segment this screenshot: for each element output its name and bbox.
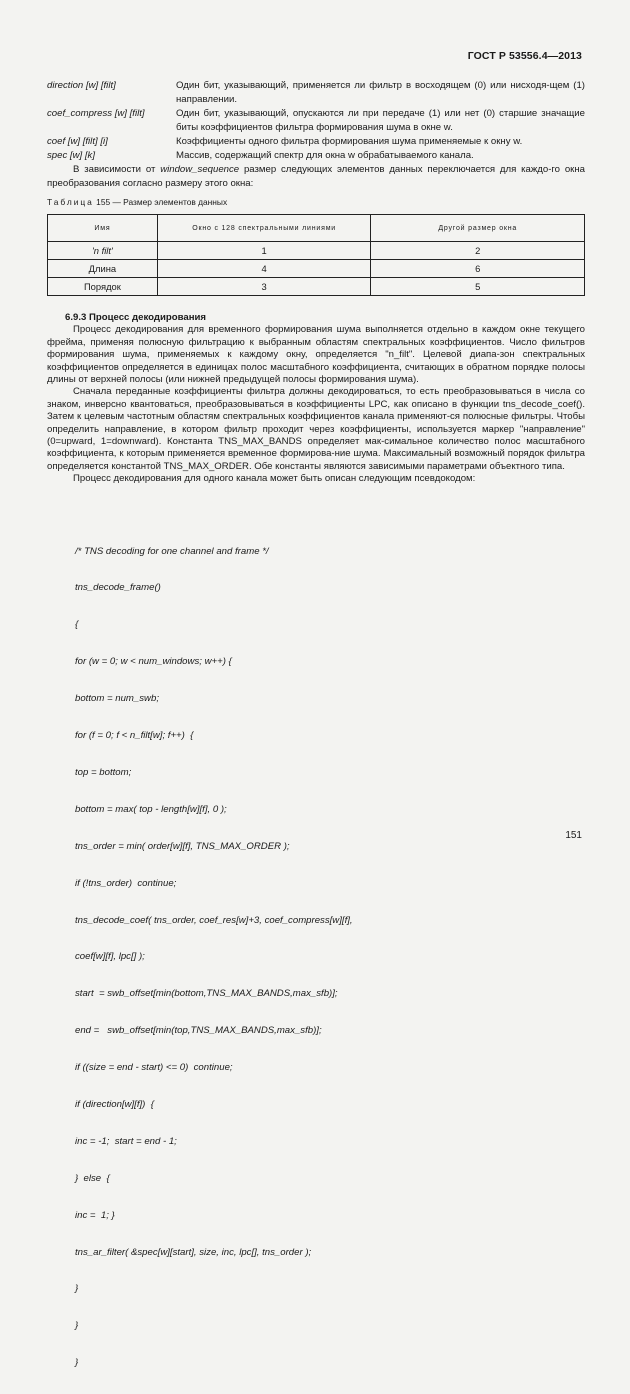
standard-header: ГОСТ Р 53556.4—2013 <box>467 50 582 62</box>
code-line: if (!tns_order) continue; <box>75 877 177 889</box>
code-line: for (f = 0; f < n_filt[w]; f++) { <box>75 730 194 742</box>
code-line: bottom = num_swb; <box>75 693 159 705</box>
section-paragraph: Сначала переданные коэффициенты фильтра должны декодироваться, то есть преобразовываться в числа со знаком, инверсно квантоваться, преобразовываться в коэффициенты LPC, как описано в функции tns_decode_coef(). Затем к целевым частотным областям спектральных коэффициентов канала применяют-ся полюсные фильтры. Чтобы определить направление, в котором фильтр проходит через коэффициенты, используется маркер "направление" (0=upward, 1=downward). Константа TNS_MAX_BANDS определяет мак-симальное количество полос масштабного коэффициента, к которым применяется временное формирова-ние шума. Максимальный возможный порядок фильтра определяется константой TNS_MAX_ORDER. Обе константы являются зависимыми параметрами объектного типа. <box>47 386 585 472</box>
page-number: 151 <box>565 830 582 841</box>
code-line: top = bottom; <box>75 766 132 778</box>
table-cell: 3 <box>157 278 371 296</box>
definition-desc: Коэффициенты одного фильтра формирования шума применяемые к окну w. <box>176 136 523 147</box>
code-line: if ((size = end - start) <= 0) continue; <box>75 1062 233 1074</box>
code-line: tns_decode_frame() <box>75 582 161 594</box>
caption-prefix: Таблица <box>47 197 94 207</box>
code-line: tns_order = min( order[w][f], TNS_MAX_ORDER ); <box>75 840 290 852</box>
decoding-section <box>47 312 585 486</box>
code-line: tns_decode_coef( tns_order, coef_res[w]+3, coef_compress[w][f], <box>75 914 353 926</box>
section-title: 6.9.3 Процесс декодирования <box>65 312 207 323</box>
code-line: inc = 1; } <box>75 1209 115 1221</box>
table-caption <box>47 197 227 207</box>
table-cell: 6 <box>371 260 585 278</box>
code-line: if (direction[w][f]) { <box>75 1098 154 1110</box>
data-elements-table <box>47 214 585 296</box>
definition-row <box>47 79 585 107</box>
table-row <box>48 242 585 260</box>
table-cell: 'n filt' <box>48 242 158 260</box>
window-sequence-paragraph <box>47 163 585 191</box>
code-line: end = swb_offset[min(top,TNS_MAX_BANDS,max_sfb)]; <box>75 1025 322 1037</box>
code-line: start = swb_offset[min(bottom,TNS_MAX_BANDS,max_sfb)]; <box>75 988 338 1000</box>
definition-term: direction [w] [filt] <box>47 80 116 91</box>
definition-row <box>47 149 585 163</box>
table-cell: 5 <box>371 278 585 296</box>
definition-term: spec [w] [k] <box>47 150 95 161</box>
header-cell: Окно с 128 спектральными линиями <box>157 215 371 242</box>
table-cell: 4 <box>157 260 371 278</box>
code-line: } <box>75 1283 79 1295</box>
definition-row <box>47 107 585 135</box>
header-cell: Другой размер окна <box>371 215 585 242</box>
paragraph-text: размер следующих элементов данных переключается для каждо-го окна преобразования согласно размеру этого окна: <box>47 164 585 189</box>
code-line: } else { <box>75 1172 110 1184</box>
table-header-row <box>48 215 585 242</box>
table-row <box>48 278 585 296</box>
header-cell: Имя <box>48 215 158 242</box>
definition-desc: Один бит, указывающий, применяется ли фильтр в восходящем (0) или нисходя-щем (1) направлении. <box>176 80 585 105</box>
definition-term: coef_compress [w] [filt] <box>47 108 145 119</box>
caption-text: 155 — Размер элементов данных <box>93 197 228 207</box>
table-cell: 1 <box>157 242 371 260</box>
table-cell: Порядок <box>48 278 158 296</box>
code-line: inc = -1; start = end - 1; <box>75 1135 177 1147</box>
code-line: { <box>75 619 79 631</box>
table-row <box>48 260 585 278</box>
definition-desc: Массив, содержащий спектр для окна w обрабатываемого канала. <box>176 150 474 161</box>
table-cell: 2 <box>371 242 585 260</box>
code-line: } <box>75 1320 79 1332</box>
definitions-list <box>47 79 585 191</box>
paragraph-text: В зависимости от <box>73 164 161 175</box>
definition-row <box>47 135 585 149</box>
paragraph-italic: window_sequence <box>160 164 240 175</box>
pseudocode-block <box>75 521 353 1394</box>
section-paragraph: Процесс декодирования для одного канала может быть описан следующим псевдокодом: <box>73 473 476 485</box>
definition-desc: Один бит, указывающий, опускаются ли при передаче (1) или нет (0) старшие значащие биты коэффициентов фильтра формирования шума в окне w. <box>176 108 585 133</box>
code-line: } <box>75 1357 79 1369</box>
code-line: coef[w][f], lpc[] ); <box>75 951 145 963</box>
code-line: tns_ar_filter( &spec[w][start], size, inc, lpc[], tns_order ); <box>75 1246 312 1258</box>
section-paragraph: Процесс декодирования для временного формирования шума выполняется отдельно в каждом окне текущего фрейма, применяя полюсную фильтрацию к выбранным областям спектральных коэффициентов. Число фильтров формирования шума, применяемых к каждому окну, определяется "n_filt". Целевой диапа-зон спектральных коэффициентов определяется в единицах полос масштабного коэффициента, считающих в обратном порядке полосы длины от верхней полосы (или нижней предыдущей полосы формирования шума). <box>47 324 585 386</box>
code-line: for (w = 0; w < num_windows; w++) { <box>75 656 232 668</box>
definition-term: coef [w] [filt] [i] <box>47 136 108 147</box>
table-cell: Длина <box>48 260 158 278</box>
code-line: /* TNS decoding for one channel and frame */ <box>75 545 269 557</box>
code-line: bottom = max( top - length[w][f], 0 ); <box>75 803 227 815</box>
